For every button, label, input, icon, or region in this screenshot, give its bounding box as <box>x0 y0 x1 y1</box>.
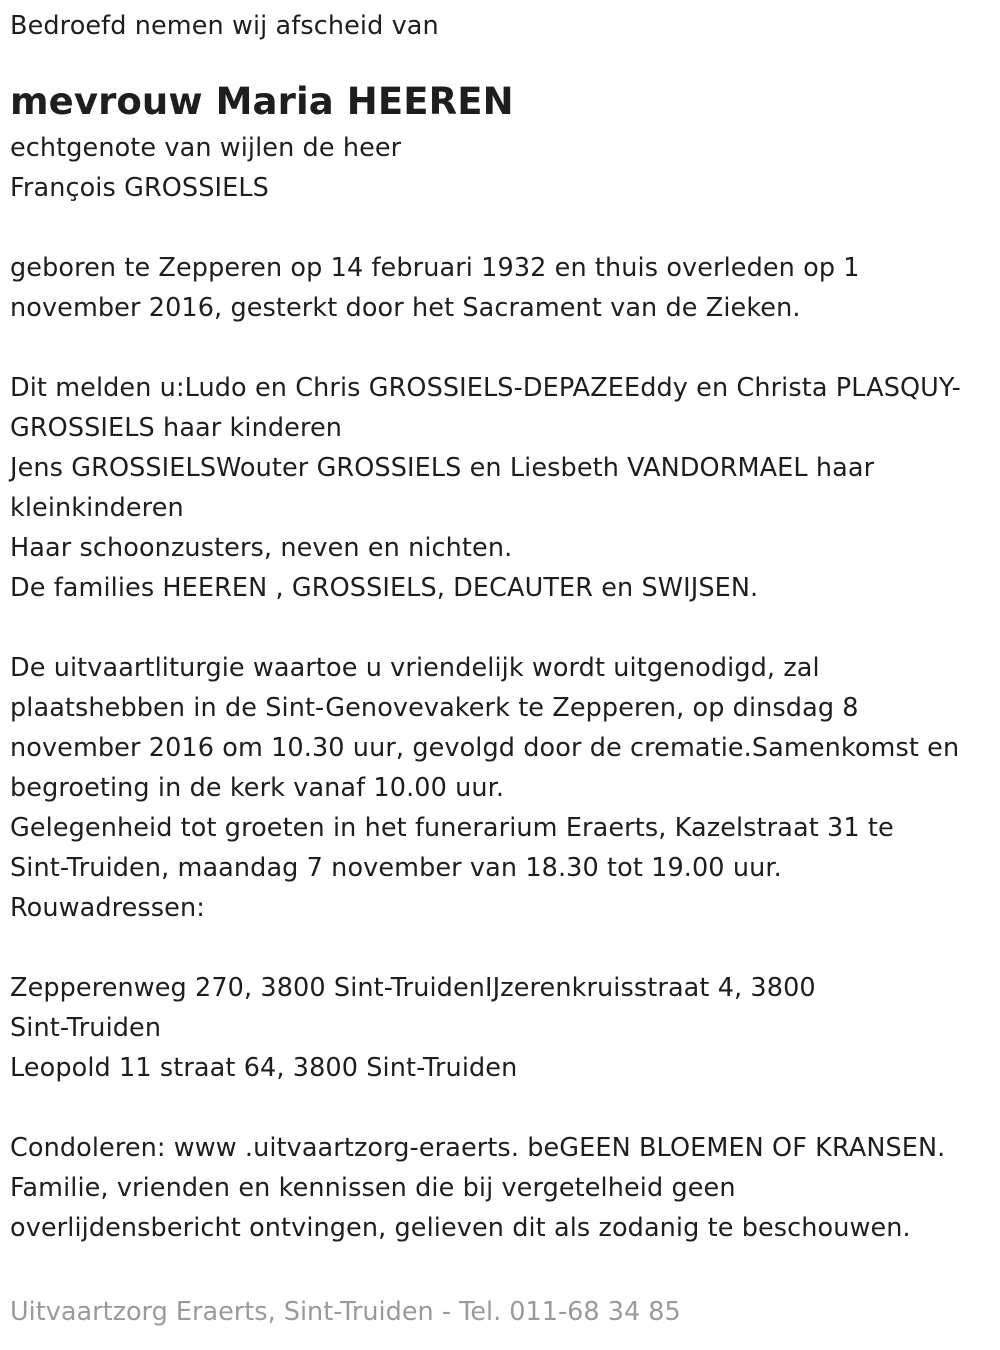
spacer <box>10 1088 995 1128</box>
funeral-home-footer: Uitvaartzorg Eraerts, Sint-Truiden - Tel. 011-68 34 85 <box>10 1297 681 1327</box>
funeral-line: plaatshebben in de Sint-Genovevakerk te Zepperen, op dinsdag 8 <box>10 693 859 723</box>
family-line: kleinkinderen <box>10 493 184 523</box>
closing-line: overlijdensbericht ontvingen, gelieven dit als zodanig te beschouwen. <box>10 1213 911 1243</box>
address-line: Sint-Truiden <box>10 1013 162 1043</box>
address-line: Zepperenweg 270, 3800 Sint-TruidenIJzerenkruisstraat 4, 3800 <box>10 973 816 1003</box>
closing-line: Familie, vrienden en kennissen die bij vergetelheid geen <box>10 1173 736 1203</box>
intro-text: Bedroefd nemen wij afscheid van <box>10 11 439 41</box>
family-line: Dit melden u:Ludo en Chris GROSSIELS-DEPAZEEddy en Christa PLASQUY- <box>10 373 961 403</box>
family-line: GROSSIELS haar kinderen <box>10 413 343 443</box>
birth-death-line-2: november 2016, gesterkt door het Sacrament van de Zieken. <box>10 293 801 323</box>
spacer <box>10 608 995 648</box>
spouse-line-1: echtgenote van wijlen de heer <box>10 133 402 163</box>
closing-section <box>10 1128 995 1248</box>
condolence-line: Condoleren: www .uitvaartzorg-eraerts. beGEEN BLOEMEN OF KRANSEN. <box>10 1133 946 1163</box>
family-line: Haar schoonzusters, neven en nichten. <box>10 533 513 563</box>
family-line: De families HEEREN , GROSSIELS, DECAUTER en SWIJSEN. <box>10 573 759 603</box>
spacer <box>10 328 995 368</box>
funeral-line: Sint-Truiden, maandag 7 november van 18.30 tot 19.00 uur. <box>10 853 782 883</box>
addresses-section <box>10 968 995 1088</box>
funeral-section <box>10 648 995 928</box>
mourning-addresses-heading: Rouwadressen: <box>10 893 205 923</box>
family-section <box>10 368 995 608</box>
family-line: Jens GROSSIELSWouter GROSSIELS en Liesbeth VANDORMAEL haar <box>10 453 875 483</box>
address-line: Leopold 11 straat 64, 3800 Sint-Truiden <box>10 1053 518 1083</box>
funeral-line: De uitvaartliturgie waartoe u vriendelijk wordt uitgenodigd, zal <box>10 653 820 683</box>
birth-death-line-1: geboren te Zepperen op 14 februari 1932 en thuis overleden op 1 <box>10 253 860 283</box>
spacer <box>10 928 995 968</box>
spouse-line-2: François GROSSIELS <box>10 173 269 203</box>
deceased-name: mevrouw Maria HEEREN <box>10 80 514 123</box>
funeral-line: Gelegenheid tot groeten in het funerarium Eraerts, Kazelstraat 31 te <box>10 813 894 843</box>
spacer <box>10 208 995 248</box>
obituary-notice <box>10 6 995 1248</box>
funeral-line: begroeting in de kerk vanaf 10.00 uur. <box>10 773 505 803</box>
funeral-line: november 2016 om 10.30 uur, gevolgd door de crematie.Samenkomst en <box>10 733 960 763</box>
